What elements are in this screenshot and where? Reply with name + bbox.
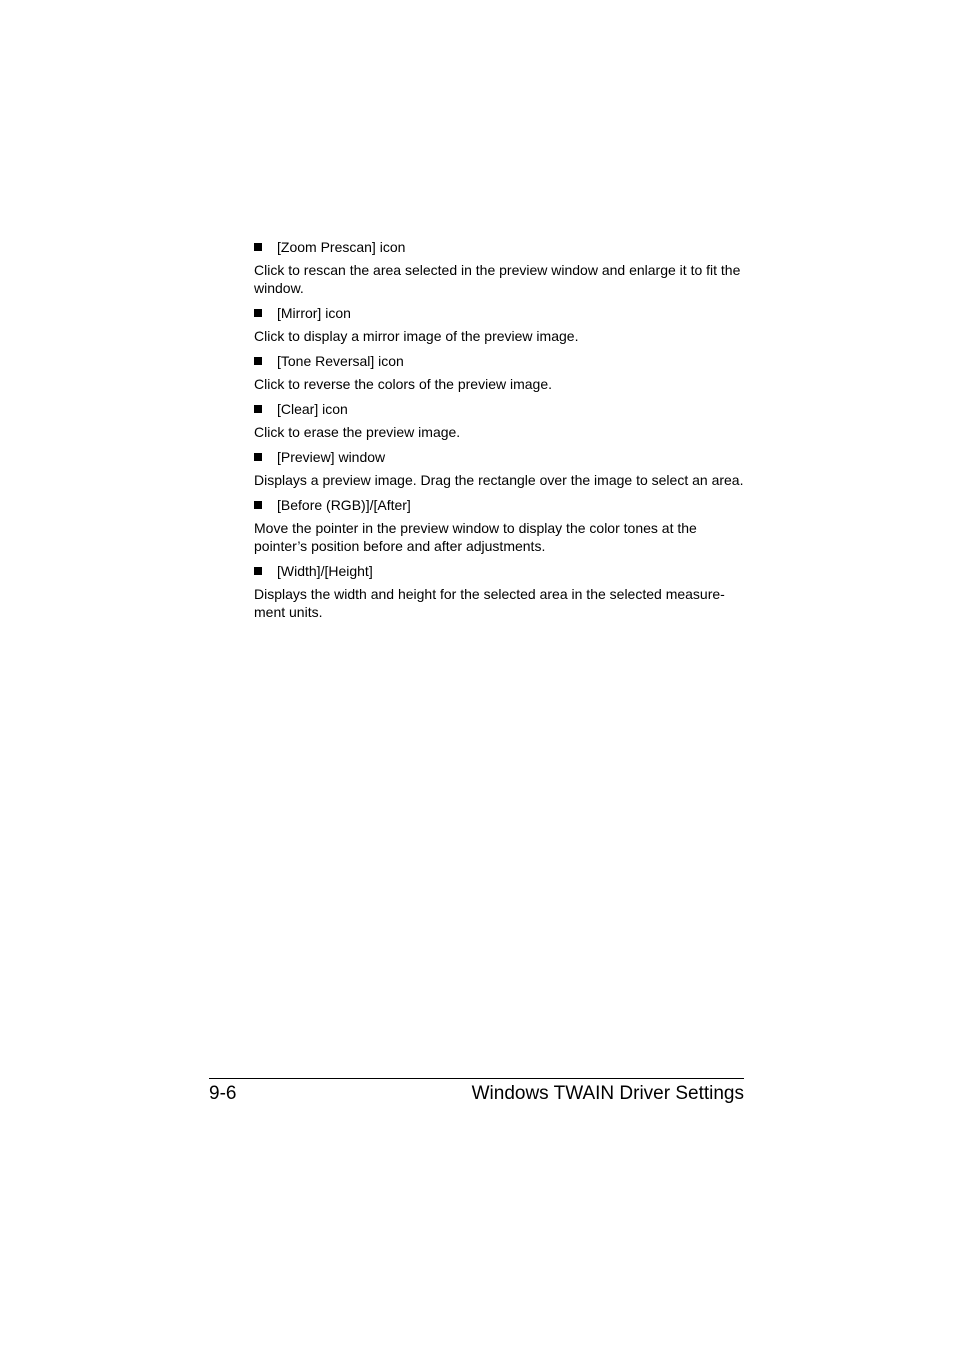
square-bullet-icon	[254, 567, 262, 575]
footer-divider	[209, 1078, 744, 1079]
item-description: Click to reverse the colors of the preview image.	[254, 376, 553, 392]
item-heading-row	[254, 399, 744, 419]
item-heading-row	[254, 303, 744, 323]
item-heading: [Tone Reversal] icon	[277, 353, 404, 369]
page-number: 9-6	[209, 1083, 237, 1104]
item-heading-row	[254, 351, 744, 371]
item-tone-reversal	[254, 351, 744, 393]
item-heading-row	[254, 237, 744, 257]
section-title: Windows TWAIN Driver Settings	[471, 1083, 744, 1104]
square-bullet-icon	[254, 357, 262, 365]
item-preview-window	[254, 447, 744, 489]
item-description: Displays the width and height for the selected area in the selected measure-ment units.	[254, 586, 725, 620]
item-heading: [Clear] icon	[277, 401, 348, 417]
square-bullet-icon	[254, 405, 262, 413]
item-heading-row	[254, 447, 744, 467]
item-clear	[254, 399, 744, 441]
square-bullet-icon	[254, 501, 262, 509]
square-bullet-icon	[254, 453, 262, 461]
item-zoom-prescan	[254, 237, 744, 297]
item-description: Click to erase the preview image.	[254, 424, 461, 440]
item-mirror	[254, 303, 744, 345]
item-heading-row	[254, 495, 744, 515]
square-bullet-icon	[254, 309, 262, 317]
item-before-after	[254, 495, 744, 555]
item-heading: [Mirror] icon	[277, 305, 351, 321]
item-description: Displays a preview image. Drag the rectangle over the image to select an area.	[254, 472, 744, 488]
main-content	[254, 237, 744, 627]
item-heading: [Preview] window	[277, 449, 386, 465]
square-bullet-icon	[254, 243, 262, 251]
item-heading: [Before (RGB)]/[After]	[277, 497, 411, 513]
item-heading: [Zoom Prescan] icon	[277, 239, 406, 255]
item-heading-row	[254, 561, 744, 581]
item-width-height	[254, 561, 744, 621]
item-description: Move the pointer in the preview window to display the color tones at the pointer’s position before and after adjustments.	[254, 520, 697, 554]
item-description: Click to rescan the area selected in the preview window and enlarge it to fit the window.	[254, 262, 741, 296]
item-description: Click to display a mirror image of the preview image.	[254, 328, 579, 344]
item-heading: [Width]/[Height]	[277, 563, 373, 579]
